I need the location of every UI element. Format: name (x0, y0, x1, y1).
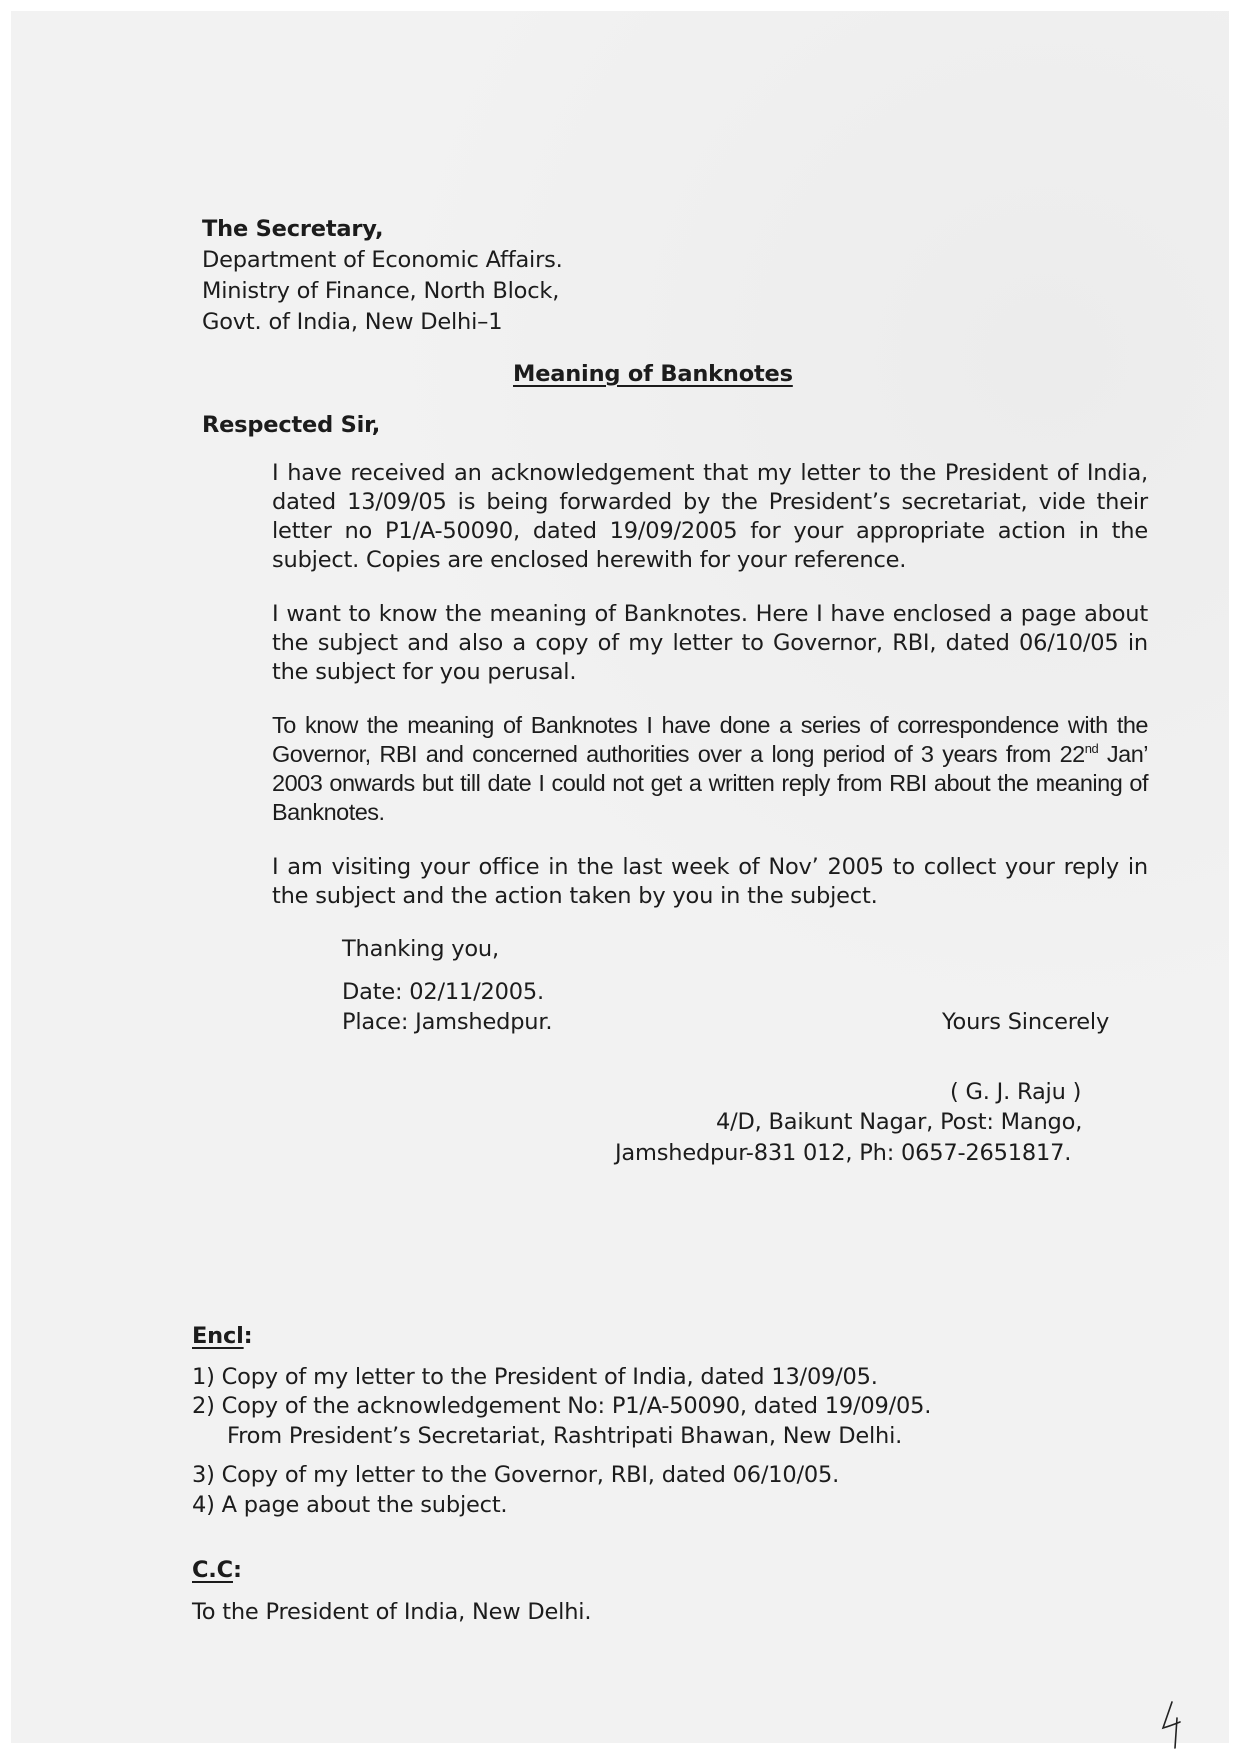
subject-heading: Meaning of Banknotes (513, 361, 793, 387)
closing-yours-sincerely: Yours Sincerely (942, 1009, 1110, 1035)
recipient-line: Govt. of India, New Delhi–1 (202, 309, 503, 335)
recipient-line: Department of Economic Affairs. (202, 247, 563, 273)
enclosure-item-continuation: From President’s Secretariat, Rashtripati Bhawan, New Delhi. (227, 1423, 903, 1449)
closing-thanks: Thanking you, (342, 936, 499, 962)
handwritten-page-number (1160, 1700, 1190, 1750)
enclosure-item: 4) A page about the subject. (192, 1492, 508, 1518)
ordinal-suffix: nd (1084, 741, 1099, 757)
enclosures-heading (192, 1322, 252, 1351)
recipient-line: Ministry of Finance, North Block, (202, 278, 560, 304)
cc-heading (192, 1556, 242, 1585)
closing-place: Place: Jamshedpur. (342, 1009, 553, 1035)
enclosure-item: 3) Copy of my letter to the Governor, RBI, dated 06/10/05. (192, 1462, 840, 1488)
recipient-title: The Secretary, (202, 216, 384, 242)
enclosure-item: 1) Copy of my letter to the President of India, dated 13/09/05. (192, 1364, 878, 1390)
enclosure-item: 2) Copy of the acknowledgement No: P1/A-50090, dated 19/09/05. (192, 1393, 932, 1419)
body-paragraph-2: I want to know the meaning of Banknotes. Here I have enclosed a page about the subject and also a copy of my letter to Governor, RBI, dated 06/10/05 in the subject for you perusal. (272, 601, 1148, 685)
enclosures-heading-label: Encl (192, 1323, 244, 1349)
paragraph-3-text: To know the meaning of Banknotes I have done a series of correspondence with the Governor, RBI and concerned authorities over a long period of 3 years from 22 (272, 712, 1148, 767)
sender-address-line-1: 4/D, Baikunt Nagar, Post: Mango, (716, 1109, 1083, 1135)
body-paragraph-3 (272, 711, 1148, 827)
sender-address-line-2: Jamshedpur-831 012, Ph: 0657-2651817. (615, 1140, 1072, 1166)
salutation: Respected Sir, (202, 412, 381, 438)
body-paragraph-4: I am visiting your office in the last week of Nov’ 2005 to collect your reply in the subject and the action taken by you in the subject. (272, 854, 1148, 909)
cc-line: To the President of India, New Delhi. (192, 1599, 592, 1625)
closing-date: Date: 02/11/2005. (342, 979, 544, 1005)
cc-heading-label: C.C (192, 1557, 233, 1583)
cc-heading-colon: : (232, 1557, 242, 1583)
sender-name: ( G. J. Raju ) (950, 1079, 1082, 1105)
body-paragraph-1: I have received an acknowledgement that my letter to the President of India, dated 13/09/05 is being forwarded by the President’s secretariat, vide their letter no P1/A-50090, dated 19/09/2005 for your appropriate action in the subject. Copies are enclosed herewith for your reference. (272, 460, 1148, 573)
enclosures-heading-colon: : (243, 1323, 253, 1349)
paragraph-3-text-cont: Jan’ 2003 onwards but till date I could not get a written reply from RBI about the meaning of Banknotes. (272, 741, 1149, 825)
